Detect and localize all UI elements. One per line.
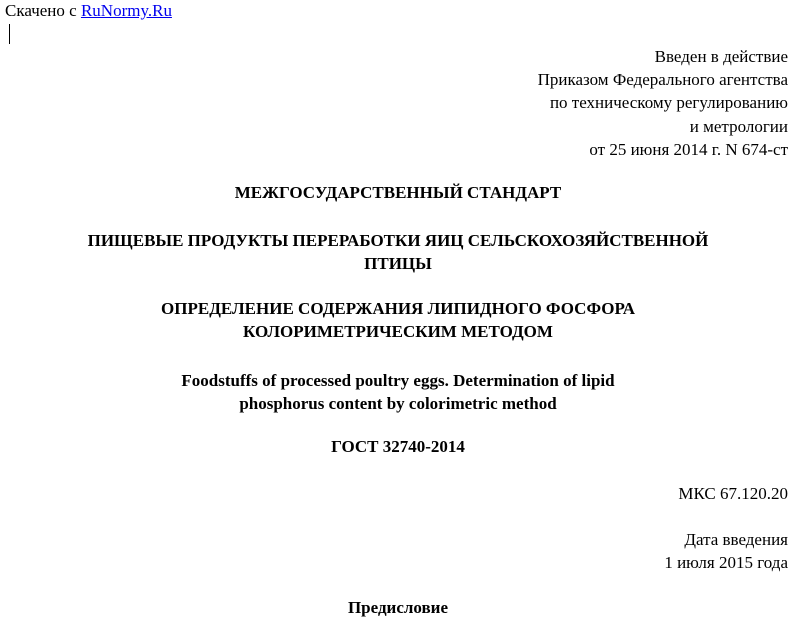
introduced-block [538,45,788,161]
introduced-line: Введен в действие [654,47,788,66]
effective-date-block [664,528,788,574]
source-prefix: Скачено с [5,1,81,20]
product-title-line2: ПТИЦЫ [364,254,432,273]
gost-number: ГОСТ 32740-2014 [331,437,465,456]
english-title [0,369,790,415]
method-title-line2: КОЛОРИМЕТРИЧЕСКИМ МЕТОДОМ [243,322,553,341]
source-line [5,1,172,21]
introduced-line: Приказом Федерального агентства [537,70,788,90]
product-title [0,229,790,275]
introduced-line: по техническому регулированию [549,93,788,113]
effective-date-value: 1 июля 2015 года [664,553,788,572]
product-title-line1: ПИЩЕВЫЕ ПРОДУКТЫ ПЕРЕРАБОТКИ ЯИЦ СЕЛЬСКОХОЗЯЙСТВЕННОЙ [87,231,709,250]
text-cursor [9,24,10,44]
runormy-link[interactable]: RuNormy.Ru [80,1,172,20]
mks-code: МКС 67.120.20 [678,484,788,503]
introduced-line: от 25 июня 2014 г. N 674-ст [589,139,788,159]
english-title-line2: phosphorus content by colorimetric method [239,394,557,413]
effective-date-label: Дата введения [684,530,788,549]
method-title-line1: ОПРЕДЕЛЕНИЕ СОДЕРЖАНИЯ ЛИПИДНОГО ФОСФОРА [161,299,635,318]
english-title-line1: Foodstuffs of processed poultry eggs. Determination of lipid [181,371,615,390]
preface-heading: Предисловие [347,598,449,617]
method-title [0,297,790,343]
standard-type-heading: МЕЖГОСУДАРСТВЕННЫЙ СТАНДАРТ [234,183,562,202]
introduced-line: и метрологии [689,116,788,136]
